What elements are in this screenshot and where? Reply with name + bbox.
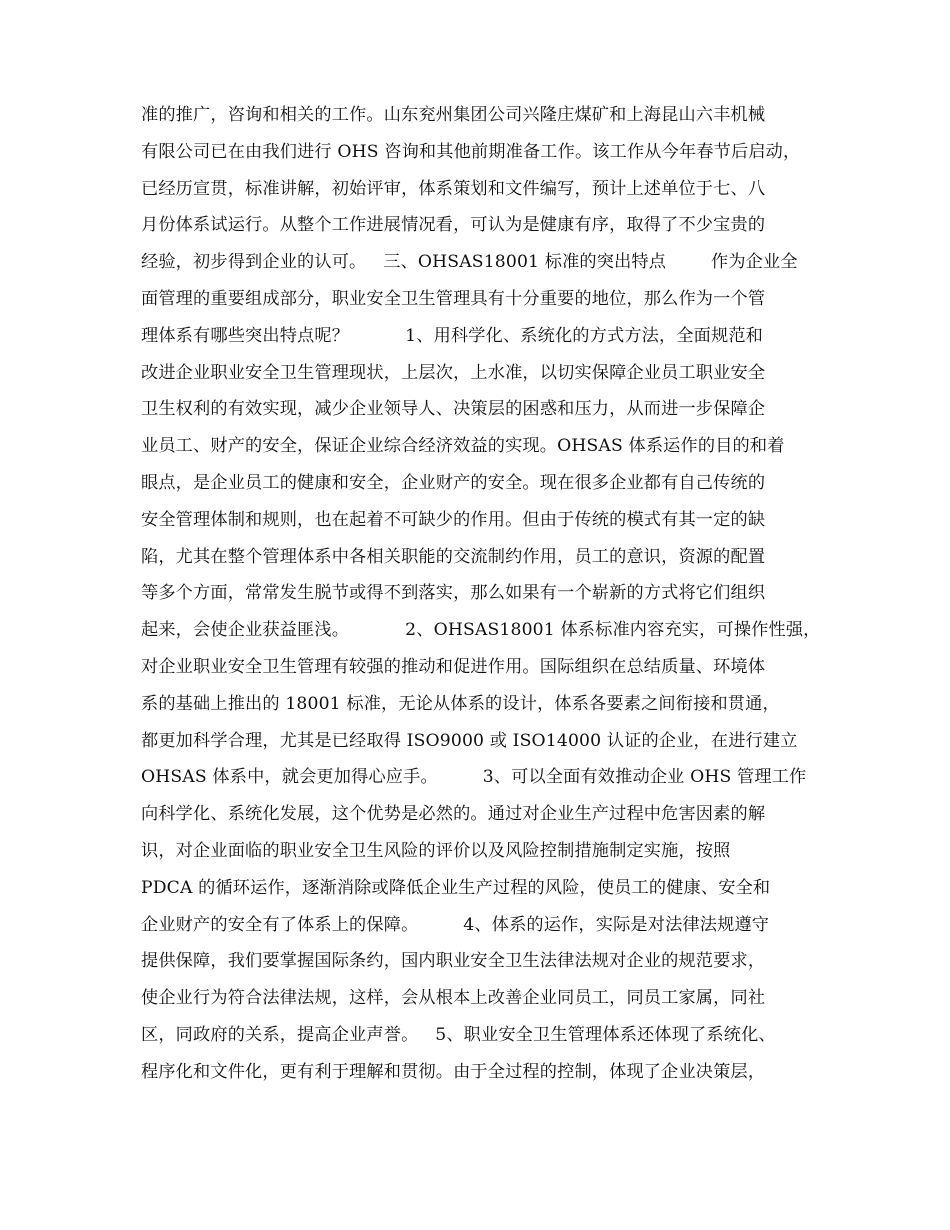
text-line: 月份体系试运行。从整个工作进展情况看，可认为是健康有序，取得了不少宝贵的 xyxy=(141,215,766,236)
text-line: 系的基础上推出的 18001 标准，无论从体系的设计，体系各要素之间衔接和贯通， xyxy=(141,693,780,714)
text-line: 业员工、财产的安全，保证企业综合经济效益的实现。OHSAS 体系运作的目的和着 xyxy=(141,436,785,457)
text-line: 使企业行为符合法律法规，这样，会从根本上改善企业同员工，同员工家属，同社 xyxy=(141,988,766,1009)
text-line: 卫生权利的有效实现，减少企业领导人、决策层的困惑和压力，从而进一步保障企 xyxy=(141,399,766,420)
text-line: 已经历宣贯，标准讲解，初始评审，体系策划和文件编写，预计上述单位于七、八 xyxy=(141,178,766,199)
text-line: 对企业职业安全卫生管理有较强的推动和促进作用。国际组织在总结质量、环境体 xyxy=(141,656,766,677)
text-line: 企业财产的安全有了体系上的保障。 4、体系的运作，实际是对法律法规遵守 xyxy=(141,914,770,935)
text-line: 面管理的重要组成部分，职业安全卫生管理具有十分重要的地位，那么作为一个管 xyxy=(141,288,766,309)
text-line: 向科学化、系统化发展，这个优势是必然的。通过对企业生产过程中危害因素的解 xyxy=(141,804,766,825)
text-line: 经验，初步得到企业的认可。 三、OHSAS18001 标准的突出特点 作为企业全 xyxy=(141,252,798,273)
text-line: 理体系有哪些突出特点呢？ 1、用科学化、系统化的方式方法，全面规范和 xyxy=(141,325,764,346)
text-line: 安全管理体制和规则，也在起着不可缺少的作用。但由于传统的模式有其一定的缺 xyxy=(141,509,766,530)
text-line: 起来，会使企业获益匪浅。 2、OHSAS18001 体系标准内容充实，可操作性强， xyxy=(141,620,821,641)
text-line: 有限公司已在由我们进行 OHS 咨询和其他前期准备工作。该工作从今年春节后启动， xyxy=(141,141,801,162)
text-line: 眼点，是企业员工的健康和安全，企业财产的安全。现在很多企业都有自己传统的 xyxy=(141,472,766,493)
text-line: 都更加科学合理，尤其是已经取得 ISO9000 或 ISO14000 认证的企业，在进行建立 xyxy=(141,730,798,751)
text-line: 区，同政府的关系，提高企业声誉。 5、职业安全卫生管理体系还体现了系统化、 xyxy=(141,1024,776,1045)
text-line: 改进企业职业安全卫生管理现状，上层次，上水准，以切实保障企业员工职业安全 xyxy=(141,362,766,383)
text-line: 陷，尤其在整个管理体系中各相关职能的交流制约作用，员工的意识，资源的配置 xyxy=(141,546,766,567)
text-line: OHSAS 体系中，就会更加得心应手。 3、可以全面有效推动企业 OHS 管理工作 xyxy=(141,767,807,788)
text-line: 等多个方面，常常发生脱节或得不到落实，那么如果有一个崭新的方式将它们组织 xyxy=(141,583,766,604)
text-line: 提供保障，我们要掌握国际条约，国内职业安全卫生法律法规对企业的规范要求， xyxy=(141,951,766,972)
body-text xyxy=(141,97,821,1091)
text-line: PDCA 的循环运作，逐渐消除或降低企业生产过程的风险，使员工的健康、安全和 xyxy=(141,877,771,898)
text-line: 程序化和文件化，更有利于理解和贯彻。由于全过程的控制，体现了企业决策层， xyxy=(141,1061,766,1082)
text-line: 识，对企业面临的职业安全卫生风险的评价以及风险控制措施制定实施，按照 xyxy=(141,840,731,861)
text-line: 准的推广，咨询和相关的工作。山东兖州集团公司兴隆庄煤矿和上海昆山六丰机械 xyxy=(141,105,766,125)
